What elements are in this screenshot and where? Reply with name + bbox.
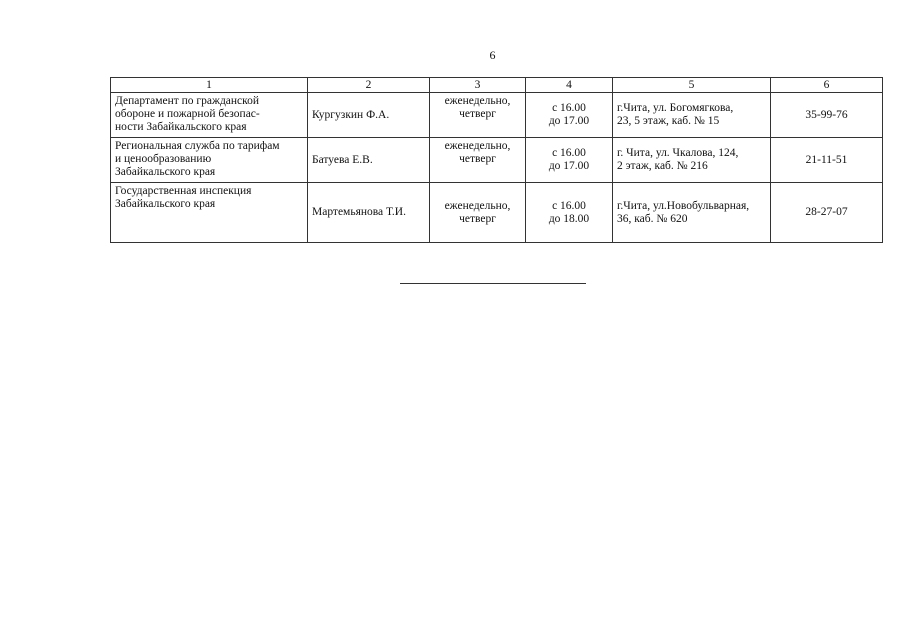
frequency-line: четверг <box>459 108 496 120</box>
table-row <box>111 138 883 183</box>
phone-cell: 21-11-51 <box>771 138 883 183</box>
frequency-line: четверг <box>459 153 496 165</box>
time-line: с 16.00 <box>552 199 586 212</box>
time-cell <box>526 138 613 183</box>
frequency-line: еженедельно, <box>444 199 511 212</box>
department-line: и ценообразованию <box>115 153 212 165</box>
phone-cell: 35-99-76 <box>771 93 883 138</box>
department-line: ности Забайкальского края <box>115 121 247 133</box>
official-cell: Кургузкин Ф.А. <box>308 93 430 138</box>
address-line: г. Чита, ул. Чкалова, 124, <box>617 147 739 159</box>
time-cell <box>526 183 613 243</box>
column-header-5: 5 <box>613 78 771 93</box>
reception-schedule-table <box>110 77 883 243</box>
address-line: 36, каб. № 620 <box>617 212 688 225</box>
official-cell: Мартемьянова Т.И. <box>308 183 430 243</box>
table-row <box>111 183 883 243</box>
frequency-cell <box>430 93 526 138</box>
phone-cell: 28-27-07 <box>771 183 883 243</box>
department-line: Региональная служба по тарифам <box>115 140 280 152</box>
time-line: с 16.00 <box>552 147 586 159</box>
table-row <box>111 93 883 138</box>
end-separator-line <box>400 283 586 284</box>
address-line: 23, 5 этаж, каб. № 15 <box>617 115 720 127</box>
address-line: г.Чита, ул.Новобульварная, <box>617 199 750 212</box>
table-header-row <box>111 78 883 93</box>
department-line: Забайкальского края <box>115 166 216 178</box>
department-cell <box>111 93 308 138</box>
department-cell <box>111 138 308 183</box>
department-line: обороне и пожарной безопас- <box>115 108 260 120</box>
department-line: Забайкальского края <box>115 198 216 210</box>
frequency-line: еженедельно, <box>444 95 511 107</box>
frequency-line: еженедельно, <box>444 140 511 152</box>
department-line: Государственная инспекция <box>115 185 252 197</box>
page-number: 6 <box>489 48 496 62</box>
department-cell <box>111 183 308 243</box>
column-header-4: 4 <box>526 78 613 93</box>
frequency-cell <box>430 183 526 243</box>
address-cell <box>613 183 771 243</box>
official-cell: Батуева Е.В. <box>308 138 430 183</box>
time-line: до 18.00 <box>548 212 590 225</box>
column-header-2: 2 <box>308 78 430 93</box>
address-cell <box>613 93 771 138</box>
address-line: 2 этаж, каб. № 216 <box>617 160 708 172</box>
column-header-1: 1 <box>111 78 308 93</box>
time-line: до 17.00 <box>548 115 590 127</box>
time-line: до 17.00 <box>548 160 590 172</box>
column-header-3: 3 <box>430 78 526 93</box>
department-line: Департамент по гражданской <box>115 95 260 107</box>
frequency-cell <box>430 138 526 183</box>
time-cell <box>526 93 613 138</box>
time-line: с 16.00 <box>552 102 586 114</box>
address-cell <box>613 138 771 183</box>
frequency-line: четверг <box>459 212 496 225</box>
address-line: г.Чита, ул. Богомягкова, <box>617 102 734 114</box>
column-header-6: 6 <box>771 78 883 93</box>
